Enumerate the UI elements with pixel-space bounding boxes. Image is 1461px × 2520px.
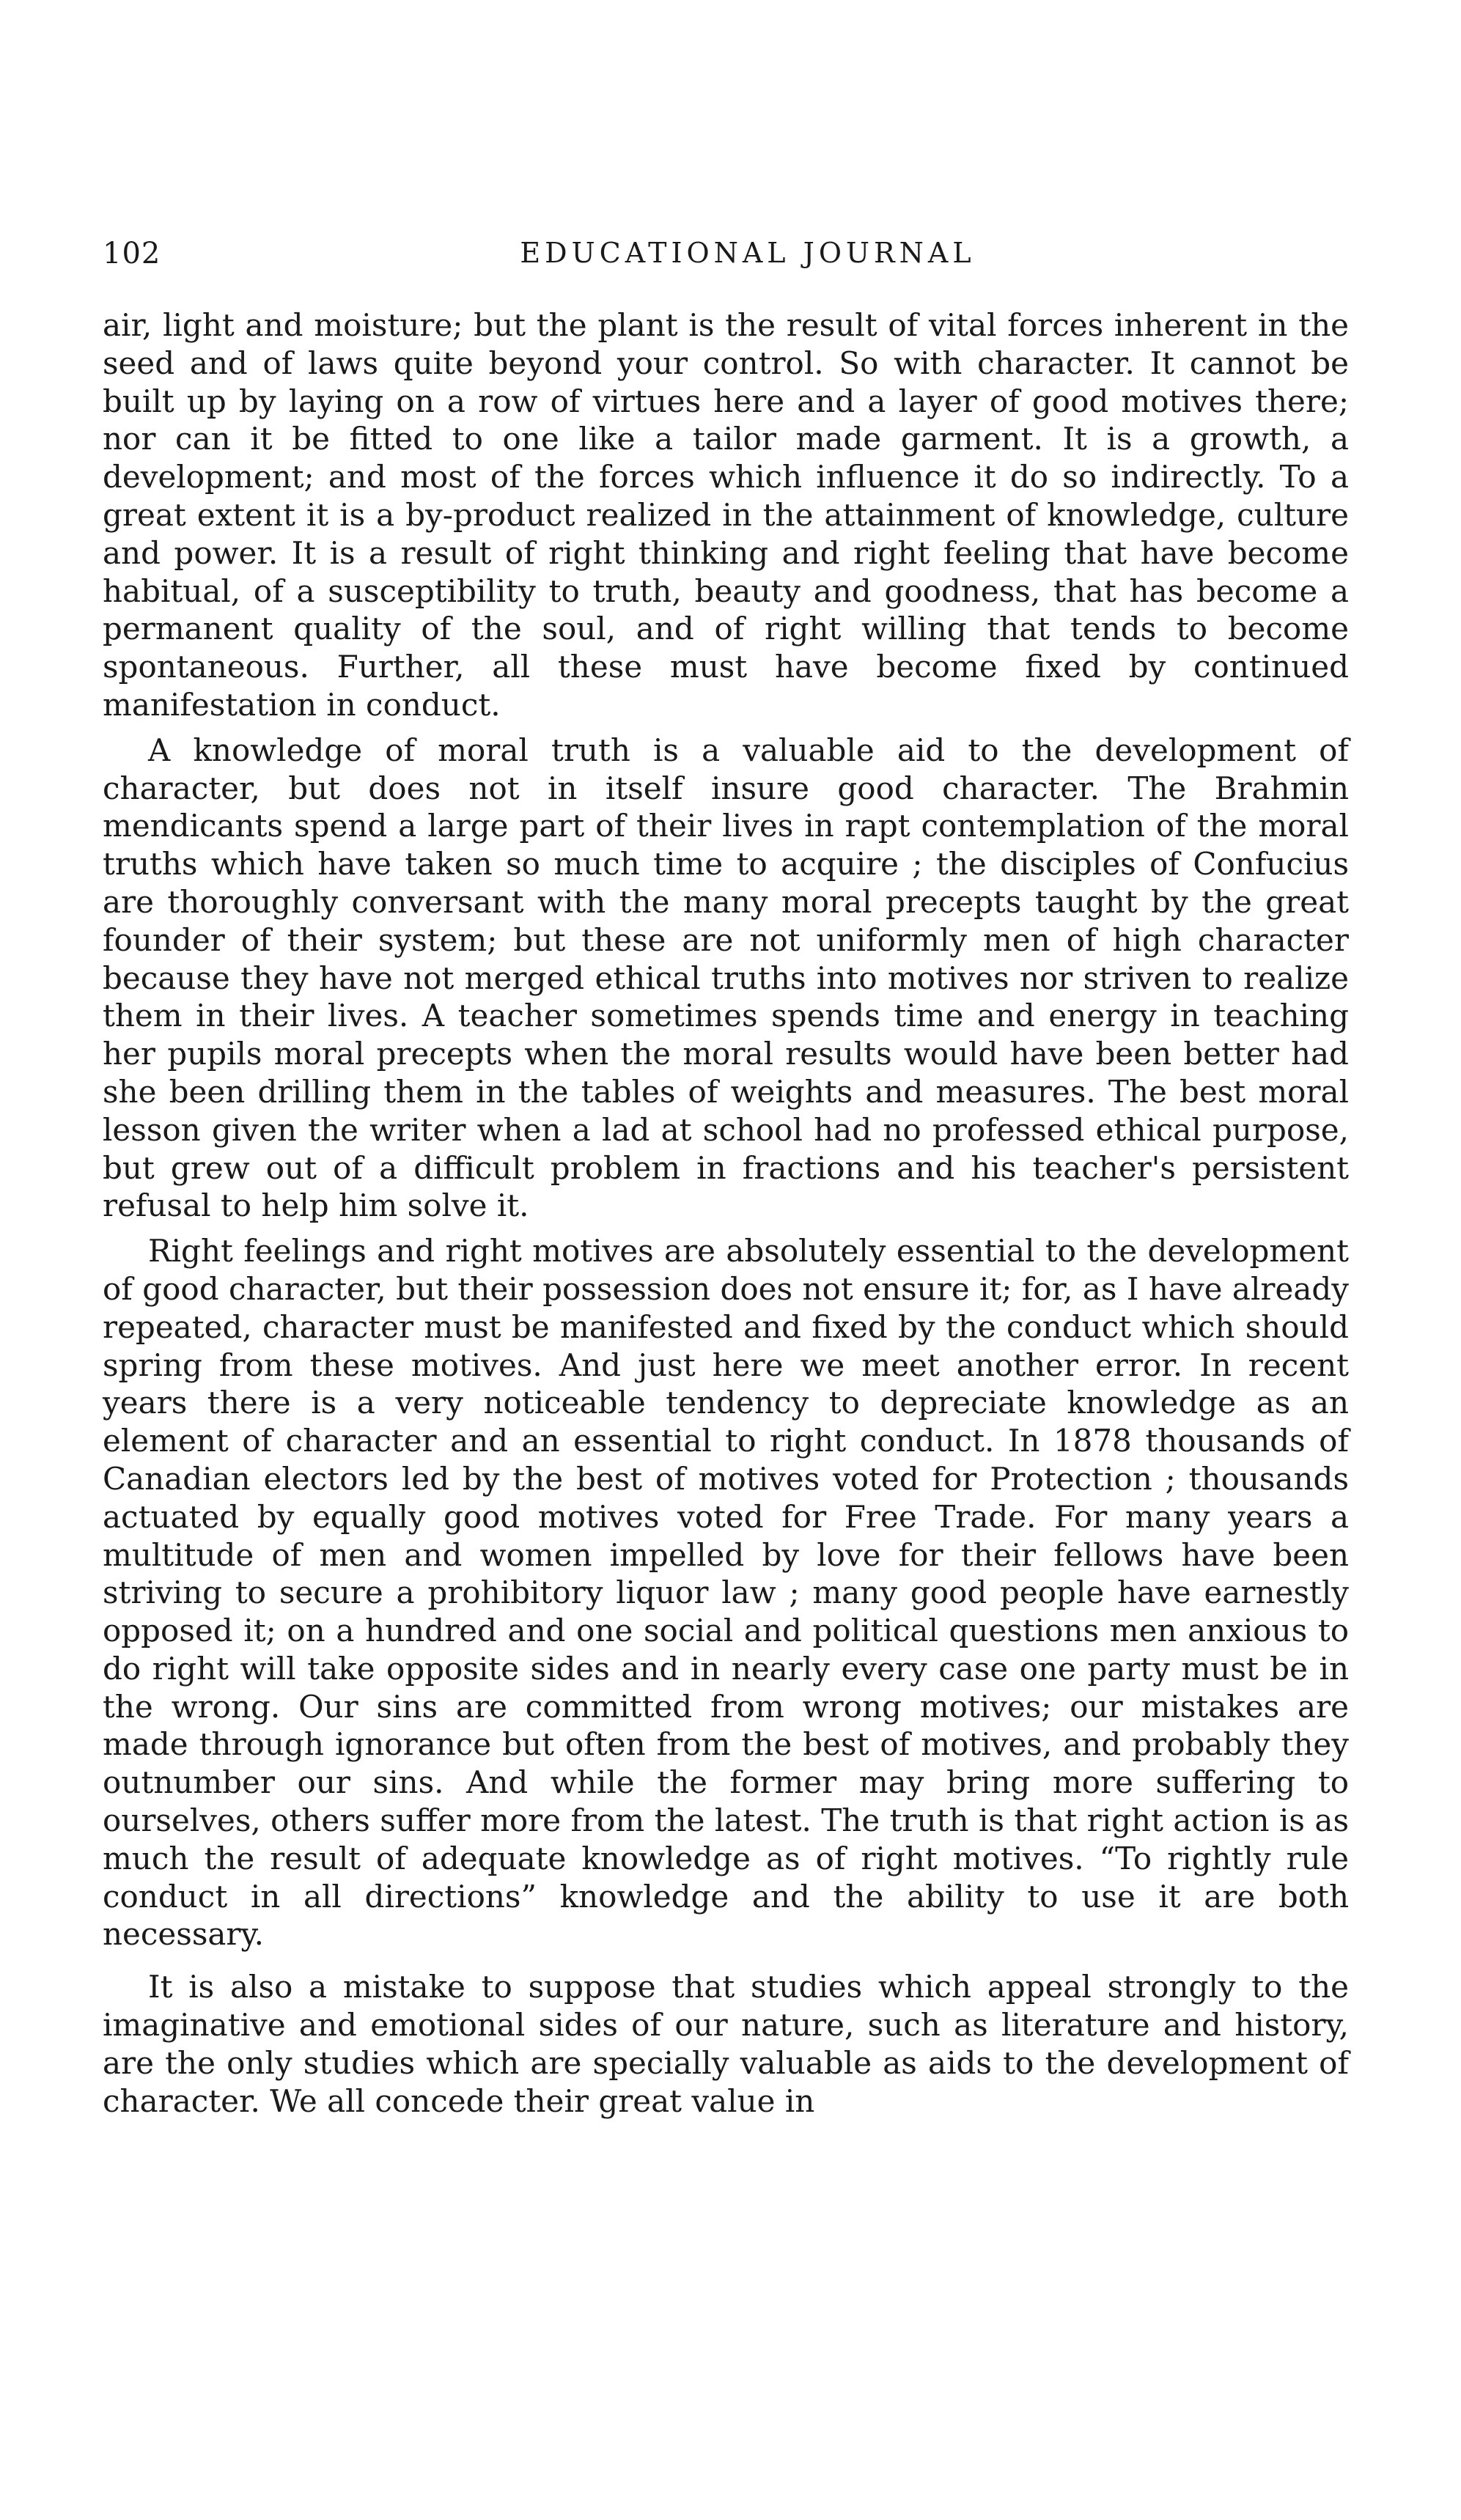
journal-title: EDUCATIONAL JOURNAL: [520, 237, 976, 269]
paragraph-right-feelings: Right feelings and right motives are absolutely essential to the development of good character, but their possession does not ensure it; for, as I have already repeated, character must be manifested and fixed by the conduct which should spring from these motives. And just here we meet another error. In recent years there is a very noticeable tendency to depreciate knowledge as an element of character and an essential to right conduct. In 1878 thousands of Canadian electors led by the best of motives voted for Protection ; thousands actuated by equally good motives voted for Free Trade. For many years a multitude of men and women impelled by love for their fellows have been striving to secure a prohibitory liquor law ; many good people have earnestly opposed it; on a hundred and one social and political questions men anxious to do right will take opposite sides and in nearly every case one party must be in the wrong. Our sins are committed from wrong motives; our mistakes are made through ignorance but often from the best of motives, and probably they outnumber our sins. And while the former may bring more suffering to ourselves, others suffer more from the latest. The truth is that right action is as much the result of adequate knowledge as of right motives. “To rightly rule conduct in all directions” knowledge and the ability to use it are both necessary.: [103, 1233, 1349, 1953]
page-number: 102: [103, 237, 161, 270]
paragraph-studies: It is also a mistake to suppose that studies which appeal strongly to the imaginative and emotional sides of our nature, such as literature and history, are the only studies which are specially valuable as aids to the development of character. We all concede their great value in: [103, 1969, 1349, 2119]
running-head: [103, 237, 1364, 281]
paragraph-moral-truth: A knowledge of moral truth is a valuable aid to the development of character, but does not in itself insure good character. The Brahmin mendicants spend a large part of their lives in rapt contemplation of the moral truths which have taken so much time to acquire ; the disciples of Confucius are thoroughly conversant with the many moral precepts taught by the great founder of their system; but these are not uniformly men of high character because they have not merged ethical truths into motives nor striven to realize them in their lives. A teacher sometimes spends time and energy in teaching her pupils moral precepts when the moral results would have been better had she been drilling them in the tables of weights and measures. The best moral lesson given the writer when a lad at school had no professed ethical purpose, but grew out of a difficult problem in fractions and his teacher's persistent refusal to help him solve it.: [103, 732, 1349, 1224]
paragraph-continuation: air, light and moisture; but the plant is the result of vital forces inherent in the seed and of laws quite beyond your control. So with character. It cannot be built up by laying on a row of virtues here and a layer of good motives there; nor can it be fitted to one like a tailor made garment. It is a growth, a development; and most of the forces which influence it do so indirectly. To a great extent it is a by-product realized in the attainment of knowledge, culture and power. It is a result of right thinking and right feeling that have become habitual, of a susceptibility to truth, beauty and goodness, that has become a permanent quality of the soul, and of right willing that tends to become spontaneous. Further, all these must have become fixed by continued manifestation in conduct.: [103, 307, 1349, 723]
body-text: [103, 306, 1349, 2127]
